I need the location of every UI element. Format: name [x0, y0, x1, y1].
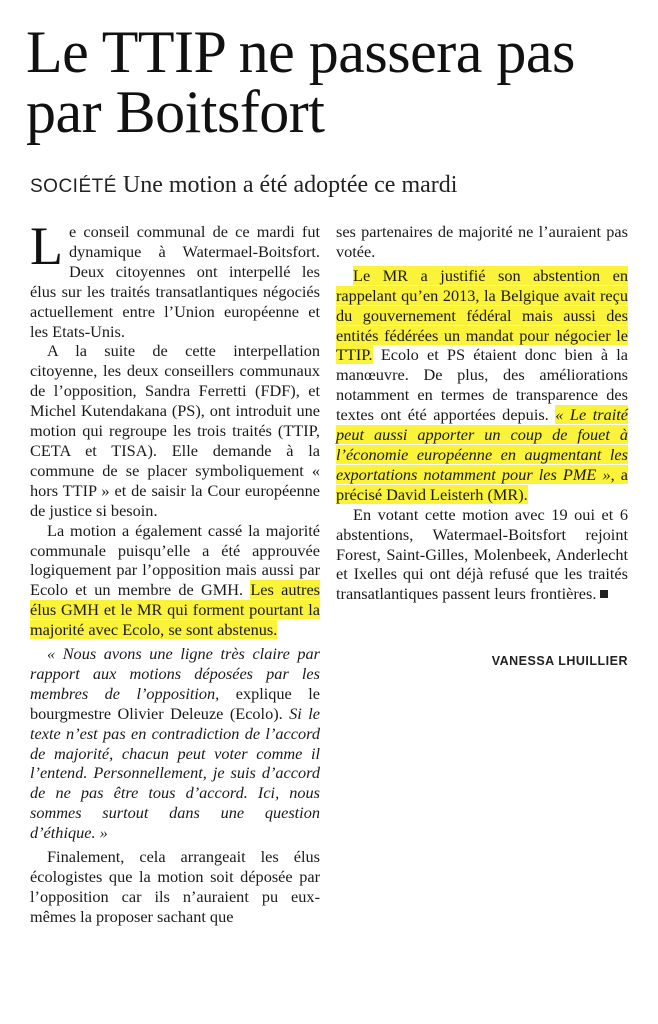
- byline: VANESSA LHUILLIER: [491, 654, 628, 668]
- subhead-text: Une motion a été adoptée ce mardi: [122, 172, 458, 198]
- paragraph-majority: [30, 521, 320, 640]
- column-right: [336, 222, 628, 604]
- subhead: [30, 171, 640, 201]
- quote-part-1: « Nous avons une ligne très claire par rapport aux motions déposées par les membres de l’opposition,: [30, 644, 320, 703]
- mr-text: Ecolo et PS étaient donc bien à la manœuvre. De plus, des améliorations notamment en termes de transparence des textes ont été apportées depuis.: [336, 345, 628, 425]
- highlight-mr-attribution: , a précisé David Leisterh (MR).: [336, 464, 628, 504]
- end-mark-icon: [600, 590, 608, 598]
- highlight-mr-justification: Le MR a justifié son abstention en rappelant qu’en 2013, la Belgique avait reçu du gouvernement fédéral mais aussi des entités fédérées un mandat pour négocier le TTIP.: [336, 265, 628, 365]
- highlight-abstention: Les autres élus GMH et le MR qui forment pourtant la majorité avec Ecolo, se sont abstenus.: [30, 580, 321, 640]
- paragraph-vote: [336, 505, 628, 605]
- majority-text: La motion a également cassé la majorité communale puisqu’elle a été approuvée logiquement par l’opposition mais aussi par Ecolo et un membre de GMH.: [30, 520, 320, 600]
- vote-text: En votant cette motion avec 19 oui et 6 abstentions, Watermael-Boitsfort rejoint Forest, Saint-Gilles, Molenbeek, Anderlecht et Ixelles qui ont déjà refusé que les traités transatlantiques passent leurs frontières.: [336, 504, 628, 604]
- paragraph-finally: Finalement, cela arrangeait les élus écologistes que la motion soit déposée par l’opposition car ils n’auraient pu eux-mêmes la proposer sachant que: [30, 847, 320, 926]
- drop-cap: L: [30, 216, 63, 276]
- paragraph-motion: A la suite de cette interpellation citoyenne, les deux conseillers communaux de l’opposition, Sandra Ferretti (FDF), et Michel Kutendakana (PS), ont introduit une motion qui regroupe les trois traités (TTIP, CETA et TISA). Elle demande à la commune de se placer symboliquement « hors TTIP » et de saisir la Cour européenne de justice si besoin.: [30, 341, 320, 520]
- highlight-mr-quote: « Le traité peut aussi apporter un coup de fouet à l’économie européenne en augmentant les exportations notamment pour les PME »: [336, 405, 628, 484]
- intro-text: e conseil communal de ce mardi fut dynamique à Watermael-Boitsfort. Deux citoyennes ont interpellé les élus sur les traités transatlantiques négociés actuellement entre l’Union européenne et les Etats-Unis.: [30, 222, 320, 341]
- paragraph-quote: [30, 644, 320, 843]
- column-left: [30, 216, 321, 927]
- quote-part-2: Si le texte n’est pas en contradiction de l’accord de majorité, chacun peut voter comme il l’entend. Personnellement, je suis d’accord de ne pas être tous d’accord. Ici, nous sommes surtout dans une question d’éthique. »: [30, 703, 320, 843]
- quote-attribution: explique le bourgmestre Olivier Deleuze (Ecolo).: [30, 683, 320, 723]
- paragraph-mr: [336, 266, 628, 505]
- paragraph-intro: [30, 216, 320, 341]
- paragraph-continued: ses partenaires de majorité ne l’auraient pas votée.: [336, 222, 628, 261]
- headline: Le TTIP ne passera pas par Boitsfort: [26, 19, 575, 145]
- section-rubric: SOCIÉTÉ: [30, 176, 117, 197]
